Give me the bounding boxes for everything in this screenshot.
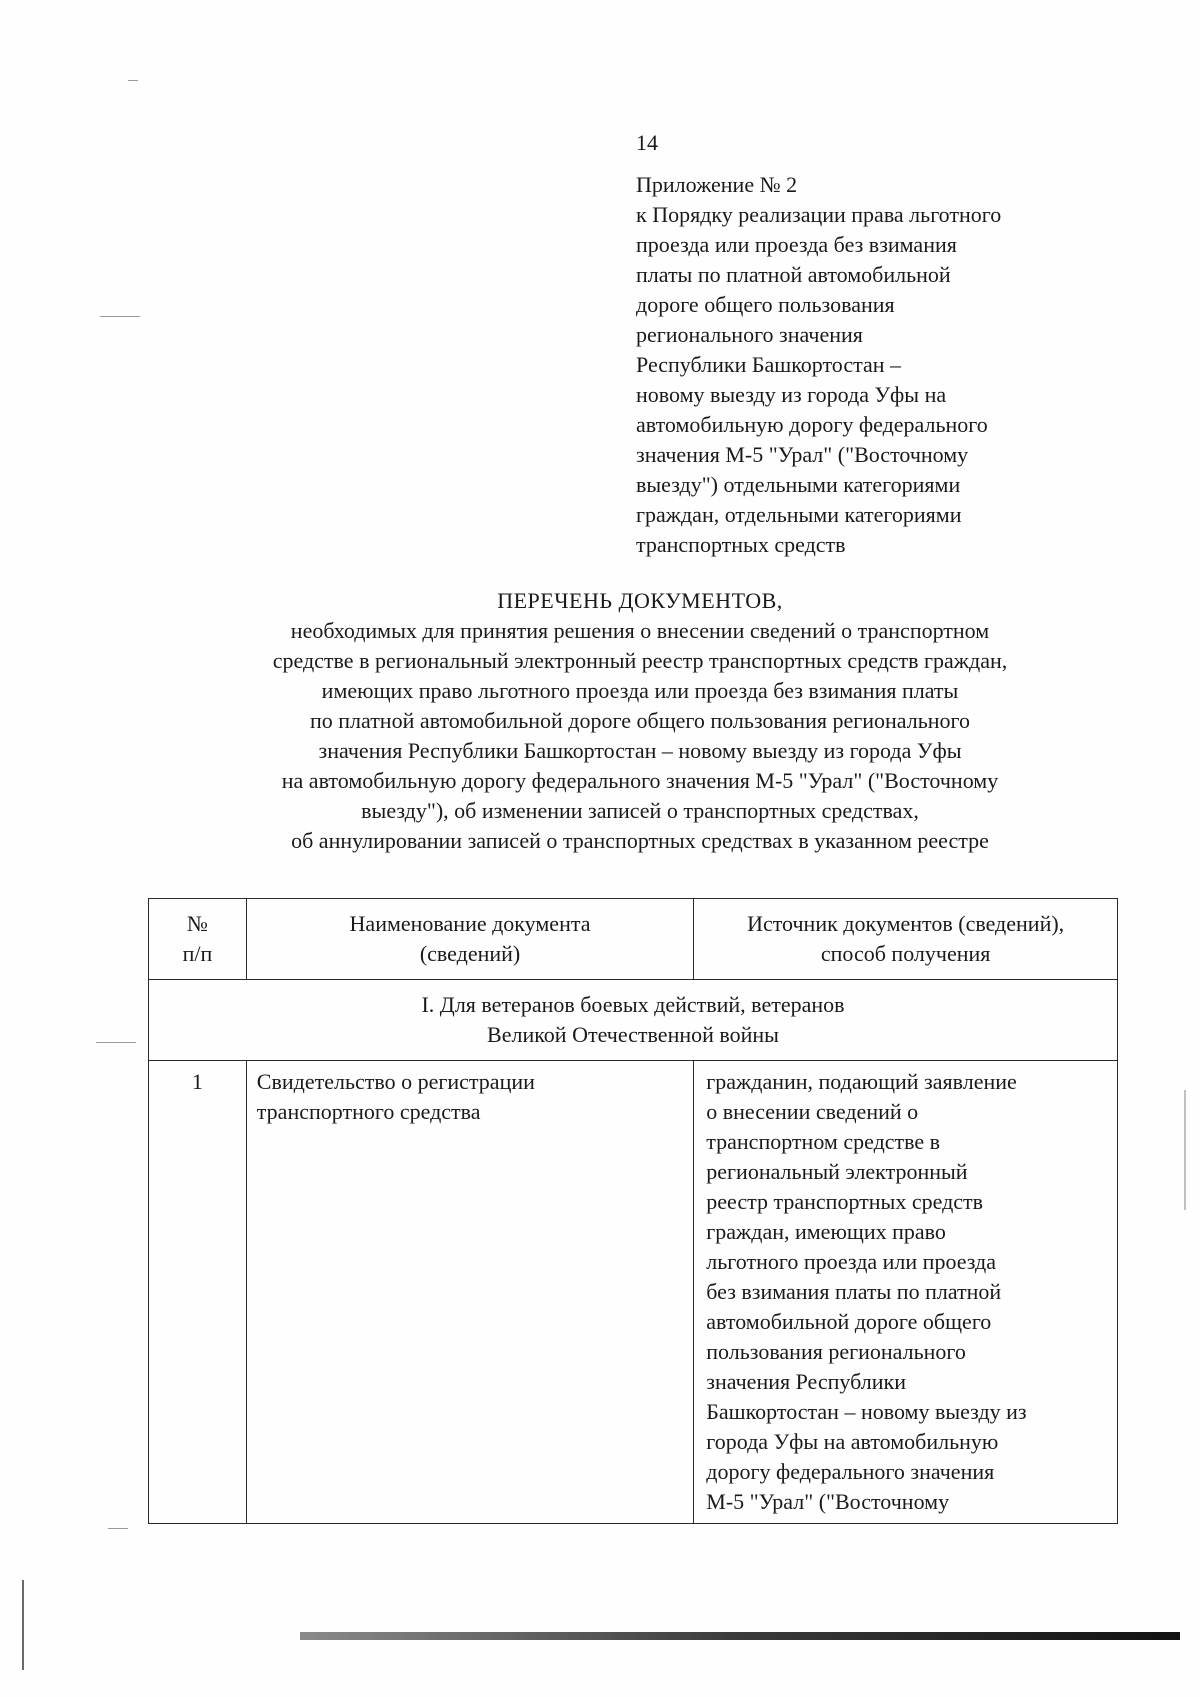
title-line: выезду"), об изменении записей о транспортных средствах,	[361, 798, 919, 823]
source-line: дорогу федерального значения	[706, 1459, 995, 1484]
scan-edge-line	[1184, 1090, 1186, 1210]
source-line: льготного проезда или проезда	[706, 1249, 997, 1274]
table-header-row	[149, 899, 1118, 980]
header-num	[149, 899, 247, 980]
row-document-source	[694, 1061, 1118, 1524]
scan-edge-line	[22, 1580, 24, 1670]
section-title-line: I. Для ветеранов боевых действий, ветеранов	[421, 992, 845, 1017]
appendix-line: граждан, отдельными категориями	[636, 502, 962, 527]
title-line: по платной автомобильной дороге общего пользования регионального	[309, 708, 971, 733]
source-line: пользования регионального	[706, 1339, 966, 1364]
source-line: М-5 "Урал" ("Восточному	[706, 1489, 950, 1514]
source-line: автомобильной дороге общего	[706, 1309, 992, 1334]
document-title	[170, 586, 1110, 856]
source-line: Башкортостан – новому выезду из	[706, 1399, 1027, 1424]
title-heading: ПЕРЕЧЕНЬ ДОКУМЕНТОВ,	[497, 588, 783, 613]
title-line: на автомобильную дорогу федерального значения М-5 "Урал" ("Восточному	[281, 768, 999, 793]
documents-table	[148, 898, 1118, 1524]
appendix-line: транспортных средств	[636, 532, 846, 557]
section-title-line: Великой Отечественной войны	[487, 1022, 779, 1047]
document-name-line: Свидетельство о регистрации	[256, 1069, 535, 1094]
document-name-line: транспортного средства	[256, 1099, 481, 1124]
header-source-line: Источник документов (сведений),	[747, 911, 1065, 936]
appendix-header	[636, 170, 1106, 560]
source-line: о внесении сведений о	[706, 1099, 919, 1124]
scan-artifact	[128, 80, 138, 81]
appendix-line: к Порядку реализации права льготного	[636, 202, 1002, 227]
appendix-line: новому выезду из города Уфы на	[636, 382, 947, 407]
scan-artifact	[108, 1528, 128, 1529]
title-line: необходимых для принятия решения о внесении сведений о транспортном	[290, 618, 990, 643]
scan-artifact	[100, 316, 140, 317]
appendix-line: проезда или проезда без взимания	[636, 232, 957, 257]
header-source	[694, 899, 1118, 980]
page-number: 14	[636, 130, 658, 155]
title-line: об аннулировании записей о транспортных средствах в указанном реестре	[291, 828, 989, 853]
source-line: без взимания платы по платной	[706, 1279, 1002, 1304]
source-line: граждан, имеющих право	[706, 1219, 946, 1244]
bottom-scan-bar	[300, 1632, 1180, 1640]
section-cell	[149, 980, 1118, 1061]
appendix-line: автомобильную дорогу федерального	[636, 412, 988, 437]
appendix-line: дороге общего пользования	[636, 292, 895, 317]
scan-artifact	[96, 1042, 136, 1043]
appendix-line: регионального значения	[636, 322, 863, 347]
appendix-line: выезду") отдельными категориями	[636, 472, 961, 497]
source-line: реестр транспортных средств	[706, 1189, 984, 1214]
title-line: значения Республики Башкортостан – новому выезду из города Уфы	[318, 738, 962, 763]
appendix-line: Республики Башкортостан –	[636, 352, 902, 377]
source-line: значения Республики	[706, 1369, 906, 1394]
appendix-line: значения М-5 "Урал" ("Восточному	[636, 442, 969, 467]
header-source-line: способ получения	[820, 941, 991, 966]
source-line: города Уфы на автомобильную	[706, 1429, 999, 1454]
header-num-line: №	[186, 911, 208, 936]
row-number: 1	[149, 1061, 247, 1524]
title-line: имеющих право льготного проезда или проезда без взимания платы	[321, 678, 959, 703]
source-line: гражданин, подающий заявление	[706, 1069, 1017, 1094]
header-name-line: Наименование документа	[349, 911, 591, 936]
header-name	[246, 899, 693, 980]
appendix-line: Приложение № 2	[636, 172, 798, 197]
table-row	[149, 1061, 1118, 1524]
appendix-line: платы по платной автомобильной	[636, 262, 951, 287]
row-document-name	[246, 1061, 693, 1524]
header-name-line: (сведений)	[419, 941, 521, 966]
title-line: средстве в региональный электронный реестр транспортных средств граждан,	[272, 648, 1008, 673]
source-line: транспортном средстве в	[706, 1129, 941, 1154]
source-line: региональный электронный	[706, 1159, 968, 1184]
header-num-line: п/п	[182, 941, 213, 966]
section-row	[149, 980, 1118, 1061]
